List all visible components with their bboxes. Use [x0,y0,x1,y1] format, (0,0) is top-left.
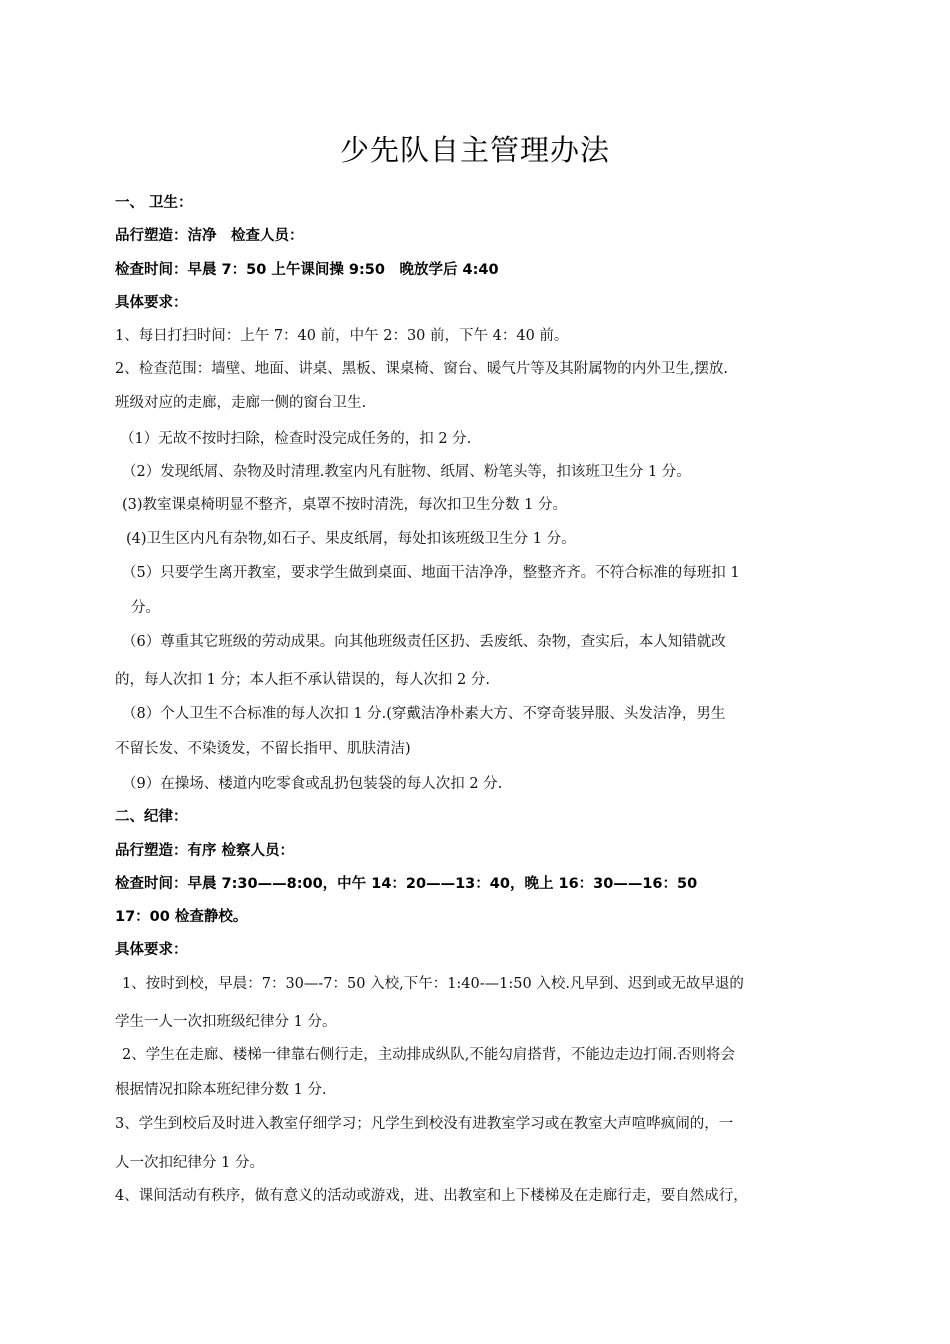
paragraph-line: 人一次扣纪律分 1 分。 [115,1155,264,1171]
rule-item: （9）在操场、楼道内吃零食或乱扔包装袋的每人次扣 2 分. [122,776,503,792]
paragraph-line: 1、按时到校，早晨：7：30—-7：50 入校,下午：1:40-—1:50 入校.凡早到、迟到或无故早退的 [122,976,744,992]
rule-item: （8）个人卫生不合标准的每人次扣 1 分.(穿戴洁净朴素大方、不穿奇装异服、头发洁净，男生 [122,706,726,722]
discipline-check-time: 检查时间：早晨 7:30——8:00，中午 14：20——13：40，晚上 16：30——16：50 [115,876,698,892]
section-heading-hygiene: 一、 卫生： [115,195,193,211]
rule-item: （1）无故不按时扫除，检查时没完成任务的，扣 2 分. [120,431,472,447]
hygiene-character-line: 品行塑造：洁净 检查人员： [115,228,304,244]
section-heading-discipline: 二、纪律： [115,809,188,825]
rule-item-continuation: 分。 [131,600,160,616]
rule-item: （5）只要学生离开教室，要求学生做到桌面、地面干洁净净，整整齐齐。不符合标准的每班扣 1 [122,565,740,581]
hygiene-requirements-heading: 具体要求： [115,295,188,311]
paragraph-line: 3、学生到校后及时进入教室仔细学习；凡学生到校没有进教室学习或在教室大声喧哗疯闹的，一 [115,1116,734,1132]
paragraph-line: 1、每日打扫时间：上午 7：40 前，中午 2：30 前，下午 4：40 前。 [115,328,569,344]
rule-item: （2）发现纸屑、杂物及时清理.教室内凡有脏物、纸屑、粉笔头等，扣该班卫生分 1 分。 [122,464,691,480]
paragraph-line: 学生一人一次扣班级纪律分 1 分。 [115,1014,337,1030]
document-title: 少先队自主管理办法 [339,133,610,167]
rule-item-continuation: 不留长发、不染烫发，不留长指甲、肌肤清洁) [115,741,411,757]
rule-item: (3)教室课桌椅明显不整齐，桌罩不按时清洗，每次扣卫生分数 1 分。 [122,497,567,513]
paragraph-line: 班级对应的走廊，走廊一侧的窗台卫生. [115,395,367,411]
discipline-requirements-heading: 具体要求： [115,942,188,958]
discipline-check-time-continuation: 17：00 检查静校。 [115,909,248,925]
rule-item: (4)卫生区内凡有杂物,如石子、果皮纸屑，每处扣该班级卫生分 1 分。 [126,531,576,547]
paragraph-line: 2、检查范围：墙壁、地面、讲桌、黑板、课桌椅、窗台、暖气片等及其附属物的内外卫生,摆放. [115,361,728,377]
discipline-character-line: 品行塑造：有序 检察人员： [115,843,295,859]
paragraph-line: 根据情况扣除本班纪律分数 1 分. [115,1082,327,1098]
hygiene-check-time: 检查时间：早晨 7：50 上午课间操 9:50 晚放学后 4:40 [115,262,499,278]
rule-item-continuation: 的，每人次扣 1 分；本人拒不承认错误的，每人次扣 2 分. [115,672,490,688]
paragraph-line: 4、课间活动有秩序，做有意义的活动或游戏，进、出教室和上下楼梯及在走廊行走，要自然成行， [115,1188,748,1204]
rule-item: （6）尊重其它班级的劳动成果。向其他班级责任区扔、丢废纸、杂物，查实后，本人知错就改 [122,634,726,650]
paragraph-line: 2、学生在走廊、楼梯一律靠右侧行走，主动排成纵队,不能勾肩搭背，不能边走边打闹.否则将会 [122,1047,735,1063]
